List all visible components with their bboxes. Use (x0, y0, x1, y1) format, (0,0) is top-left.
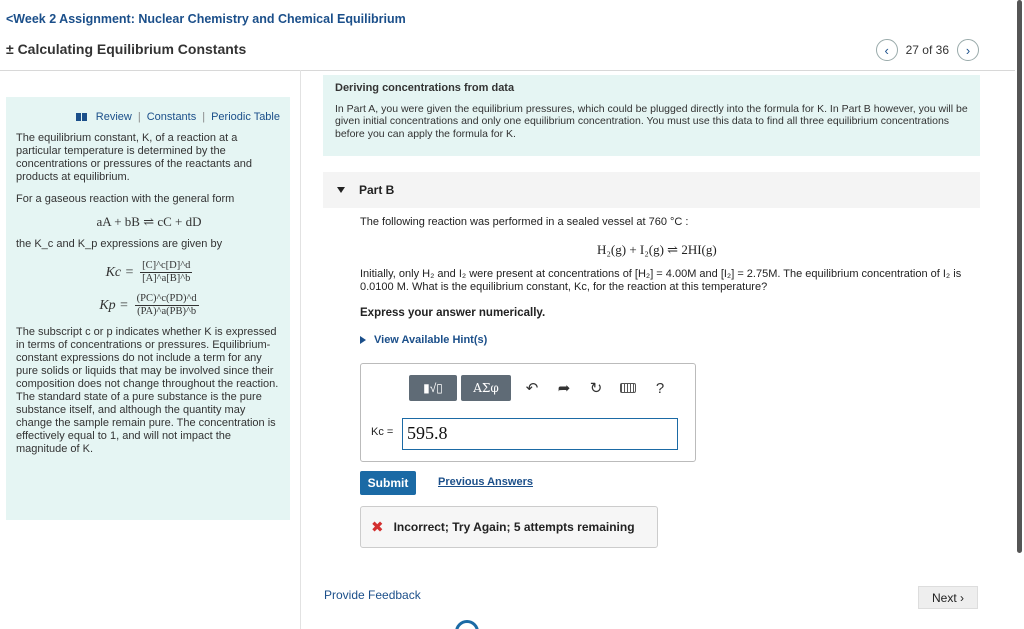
view-hints-label: View Available Hint(s) (374, 334, 488, 346)
submit-button[interactable]: Submit (360, 471, 416, 495)
previous-answers-link[interactable]: Previous Answers (438, 476, 533, 488)
expressions-intro: the K_c and K_p expressions are given by (16, 238, 223, 250)
initial-conditions-text: Initially, only H₂ and I₂ were present at concentrations of [H₂] = 4.00M and [I₂] = 2.75M. The equilibrium concentration of I₂ is 0.0100 M. What is the equilibrium constant, Kc, for the reaction at this temperature? (360, 268, 962, 293)
intro-heading: Deriving concentrations from data (335, 82, 515, 94)
question-text: The following reaction was performed in a sealed vessel at 760 °C : (360, 216, 689, 228)
kp-expression-lhs: Kp = (99, 298, 129, 313)
redo-icon[interactable]: ➦ (557, 380, 571, 397)
part-b-header[interactable] (323, 172, 980, 208)
kp-fraction (135, 293, 199, 318)
intro-body: In Part A, you were given the equilibrium pressures, which could be plugged directly into the formula for K. In Part B however, you will be given initial concentrations and only one equilibrium concentration. You must use this data to find all three equilibrium concentrations before you can apply the formula for K. (335, 102, 968, 140)
page-position: 27 of 36 (905, 43, 949, 57)
undo-icon[interactable]: ↶ (525, 380, 539, 397)
kp-denominator: (PA)^a(PB)^b (137, 306, 197, 317)
link-separator: | (202, 111, 206, 123)
keyboard-icon[interactable] (617, 377, 639, 399)
resource-links (16, 111, 280, 124)
reaction-equation: H₂(g) + I₂(g) ⇌ 2HI(g) (597, 242, 717, 257)
chevron-right-icon[interactable]: › (957, 39, 979, 61)
kc-expression-lhs: Kc = (105, 265, 135, 280)
left-info-panel (6, 97, 290, 520)
symbols-button[interactable]: ΑΣφ (461, 375, 511, 401)
constants-link[interactable]: Constants (146, 111, 197, 123)
general-form-intro: For a gaseous reaction with the general form (16, 193, 235, 205)
chevron-left-icon[interactable]: ‹ (876, 39, 898, 61)
kc-expression (16, 260, 282, 285)
link-separator: | (137, 111, 141, 123)
review-link[interactable]: Review (95, 111, 132, 123)
kp-numerator: (PC)^c(PD)^d (136, 293, 197, 304)
column-divider (300, 70, 301, 629)
next-button[interactable]: Next › (918, 586, 978, 609)
view-hints-link[interactable] (360, 334, 487, 346)
feedback-message (360, 506, 658, 548)
kc-numerator: [C]^c[D]^d (142, 260, 191, 271)
breadcrumb-assignment[interactable]: <Week 2 Assignment: Nuclear Chemistry and Chemical Equilibrium (6, 12, 406, 26)
pager (876, 39, 979, 61)
pearson-logo-icon (455, 620, 479, 629)
incorrect-x-icon: ✖ (371, 519, 384, 536)
intro-box (323, 75, 980, 156)
answer-box (360, 363, 696, 462)
periodic-table-link[interactable]: Periodic Table (211, 111, 280, 123)
header-divider (0, 70, 1015, 71)
feedback-text: Incorrect; Try Again; 5 attempts remaining (393, 520, 635, 534)
equilibrium-constant-definition: The equilibrium constant, K, of a reaction at a particular temperature is determined by the concentrations or pressures of the reactants and products at equilibrium. (16, 132, 253, 183)
kp-expression (16, 293, 282, 318)
general-reaction-equation: aA + bB ⇌ cC + dD (96, 214, 202, 229)
part-b-label: Part B (359, 183, 395, 197)
collapse-triangle-icon (337, 187, 345, 193)
answer-label: Kc = (371, 426, 394, 438)
math-toolbar (409, 375, 671, 401)
kc-fraction (140, 260, 192, 285)
provide-feedback-link[interactable]: Provide Feedback (324, 588, 421, 602)
reset-icon[interactable]: ↻ (589, 380, 603, 397)
answer-input[interactable]: 595.8 (402, 418, 678, 450)
scrollbar-thumb[interactable] (1017, 0, 1022, 553)
page-title: ± Calculating Equilibrium Constants (6, 41, 247, 57)
templates-button[interactable]: ▮√▯ (409, 375, 457, 401)
subscript-explanation: The subscript c or p indicates whether K is expressed in terms of concentrations or pressures. Equilibrium-constant expressions do not include a term for any pure solids or liquids that may be involved since their composition does not change throughout the reaction. The standard state of a pure substance is the pure substance itself, and although the quantity may change the sample remain pure. The concentration is effectively equal to 1, and will not impact the magnitude of K. (16, 326, 279, 455)
help-icon[interactable]: ? (655, 379, 665, 397)
book-icon (76, 111, 90, 124)
kc-denominator: [A]^a[B]^b (142, 273, 191, 284)
answer-instruction: Express your answer numerically. (360, 307, 546, 319)
expand-triangle-icon (360, 336, 366, 344)
